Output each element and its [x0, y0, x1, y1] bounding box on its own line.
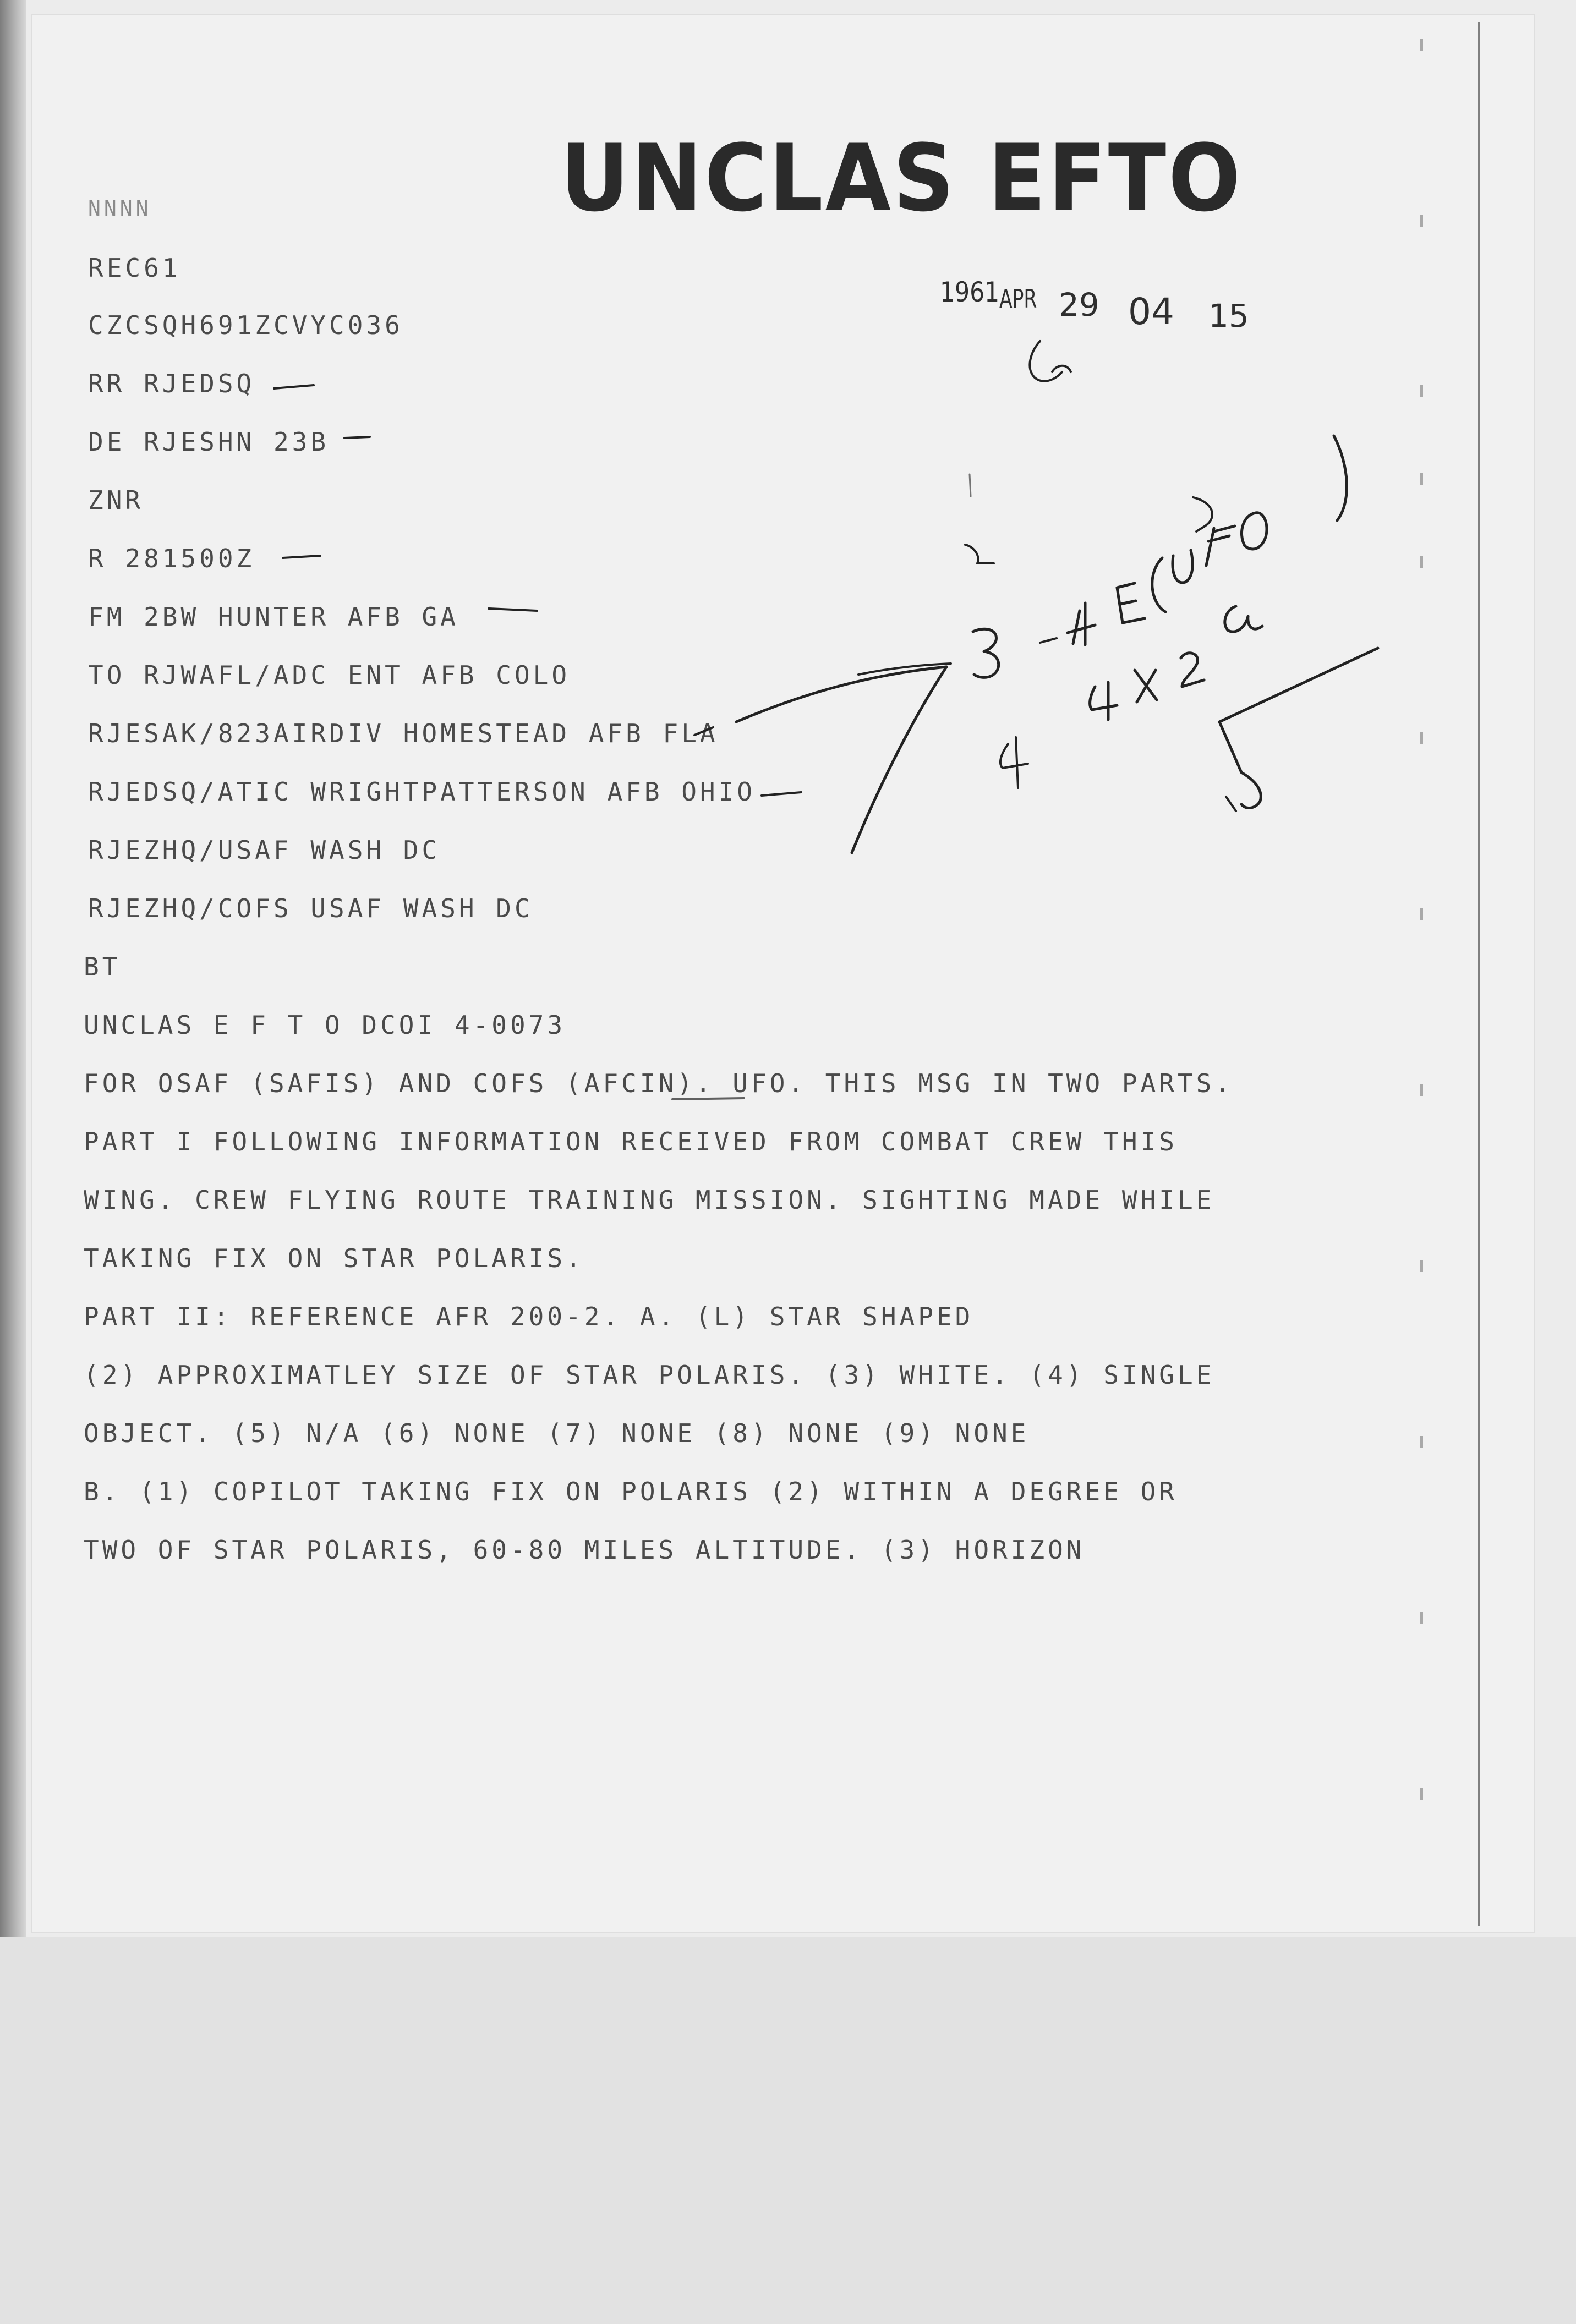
body-line-1: FOR OSAF (SAFIS) AND COFS (AFCIN). UFO. THIS MSG IN TWO PARTS.	[84, 1068, 1234, 1098]
routing-line-6: ZNR	[88, 485, 144, 515]
body-line-6: (2) APPROXIMATLEY SIZE OF STAR POLARIS. (3) WHITE. (4) SINGLE	[84, 1360, 1215, 1390]
to-line: TO RJWAFL/ADC ENT AFB COLO	[88, 660, 571, 690]
routing-line-1: NNNN	[88, 196, 152, 221]
body-line-2: PART I FOLLOWING INFORMATION RECEIVED FROM COMBAT CREW THIS	[84, 1127, 1178, 1156]
stamp-minute: 15	[1208, 297, 1249, 335]
routing-line-2: REC61	[88, 253, 181, 283]
body-line-8: B. (1) COPILOT TAKING FIX ON POLARIS (2) WITHIN A DEGREE OR	[84, 1477, 1178, 1506]
classification-line: UNCLAS E F T O DCOI 4-0073	[84, 1010, 566, 1040]
break-line: BT	[84, 952, 121, 982]
stamp-day: 29	[1059, 286, 1099, 324]
body-line-5: PART II: REFERENCE AFR 200-2. A. (L) STAR SHAPED	[84, 1302, 974, 1331]
body-line-4: TAKING FIX ON STAR POLARIS.	[84, 1243, 584, 1273]
addressee-line-4: RJEZHQ/COFS USAF WASH DC	[88, 894, 533, 923]
body-line-7: OBJECT. (5) N/A (6) NONE (7) NONE (8) NONE (9) NONE	[84, 1418, 1030, 1448]
body-line-3: WING. CREW FLYING ROUTE TRAINING MISSION. SIGHTING MADE WHILE	[84, 1185, 1215, 1215]
classification-header: UNCLAS EFTO	[560, 124, 1243, 232]
stamp-hour: 04	[1128, 290, 1174, 333]
from-line: FM 2BW HUNTER AFB GA	[88, 602, 459, 632]
stamp-year: 1961	[940, 276, 1000, 308]
addressee-line-3: RJEZHQ/USAF WASH DC	[88, 835, 441, 865]
routing-line-7: R 281500Z	[88, 544, 255, 573]
addressee-line-1: RJESAK/823AIRDIV HOMESTEAD AFB FLA	[88, 719, 719, 748]
stamp-month: APR	[999, 284, 1037, 314]
routing-line-4: RR RJEDSQ	[88, 369, 255, 398]
routing-line-5: DE RJESHN 23B	[88, 427, 330, 457]
addressee-line-2: RJEDSQ/ATIC WRIGHTPATTERSON AFB OHIO	[88, 777, 756, 807]
routing-line-3: CZCSQH691ZCVYC036	[88, 310, 403, 340]
body-line-9: TWO OF STAR POLARIS, 60-80 MILES ALTITUDE. (3) HORIZON	[84, 1535, 1085, 1565]
